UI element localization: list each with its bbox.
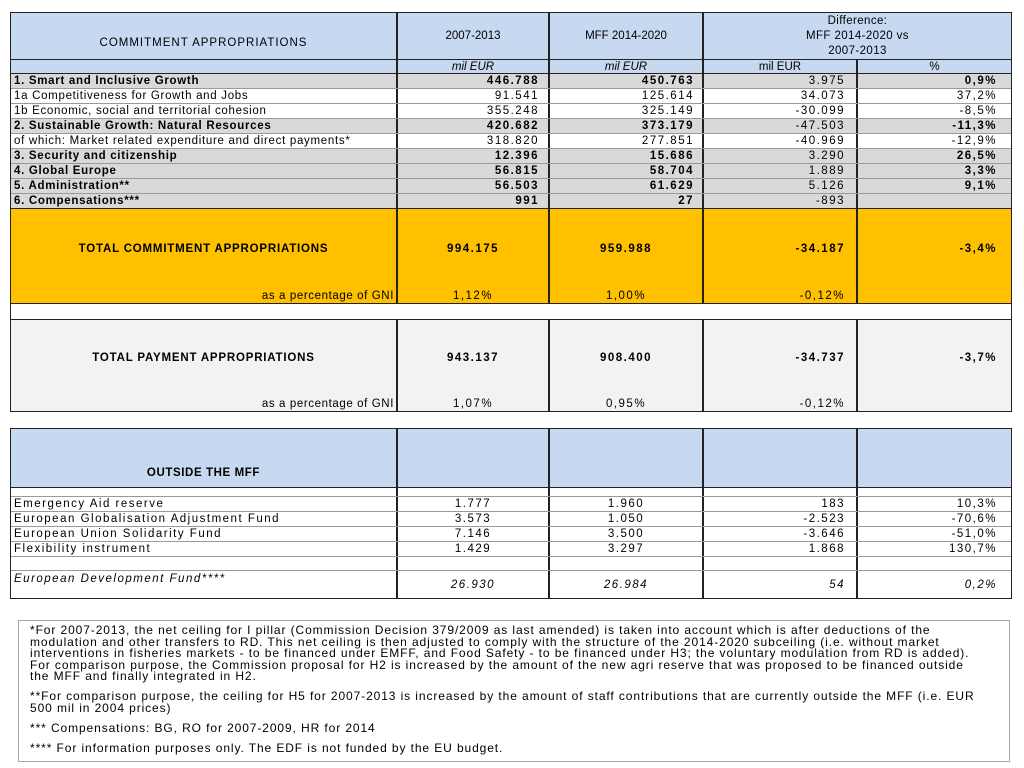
value-difference: 183 bbox=[704, 497, 858, 511]
value-2007-2013: 446.788 bbox=[398, 74, 550, 88]
outside-header-row bbox=[11, 429, 1011, 488]
gni-value-2007-2013: 1,07% bbox=[398, 396, 550, 411]
value-difference: 3.290 bbox=[704, 149, 858, 163]
table-row bbox=[11, 497, 1011, 512]
total-commitment-gni-row bbox=[11, 288, 1011, 303]
payment-value-difference: -34.737 bbox=[704, 320, 858, 396]
value-mff-2014-2020: 15.686 bbox=[550, 149, 704, 163]
units-row bbox=[11, 60, 1011, 74]
table-row bbox=[11, 89, 1011, 104]
table-row bbox=[11, 194, 1011, 209]
table-row bbox=[11, 149, 1011, 164]
footnotes-box bbox=[18, 620, 1010, 762]
edf-value-mff-2014-2020: 26.984 bbox=[550, 571, 704, 598]
value-difference: 3.975 bbox=[704, 74, 858, 88]
column-header-2007-2013: 2007-2013 bbox=[398, 13, 550, 59]
value-difference: -893 bbox=[704, 194, 858, 208]
row-label: 2. Sustainable Growth: Natural Resources bbox=[11, 119, 398, 133]
value-percent bbox=[858, 194, 1011, 208]
gni-value-mff-2014-2020: 0,95% bbox=[550, 396, 704, 411]
row-label: 1. Smart and Inclusive Growth bbox=[11, 74, 398, 88]
table-row bbox=[11, 542, 1011, 557]
value-percent: -70,6% bbox=[951, 513, 997, 525]
value-difference: -30.099 bbox=[704, 104, 858, 118]
gni-value-difference: -0,12% bbox=[704, 396, 858, 411]
edf-value-difference: 54 bbox=[704, 571, 858, 598]
value-2007-2013: 420.682 bbox=[398, 119, 550, 133]
header-cell-empty bbox=[398, 429, 550, 487]
value-difference: 1.868 bbox=[704, 542, 858, 556]
edf-value-2007-2013: 26.930 bbox=[398, 571, 550, 598]
value-2007-2013: 355.248 bbox=[398, 104, 550, 118]
empty-cell bbox=[398, 488, 550, 496]
empty-cell bbox=[704, 488, 858, 496]
row-label: Emergency Aid reserve bbox=[11, 497, 398, 511]
value-percent: 26,5% bbox=[956, 150, 997, 162]
empty-cell bbox=[704, 557, 858, 570]
edf-row bbox=[11, 571, 1011, 598]
unit-2007-2013: mil EUR bbox=[398, 60, 550, 73]
table-spacer bbox=[10, 304, 1012, 319]
value-mff-2014-2020: 3.500 bbox=[550, 527, 704, 541]
column-header-mff-2014-2020: MFF 2014-2020 bbox=[550, 13, 704, 59]
value-mff-2014-2020: 450.763 bbox=[550, 74, 704, 88]
header-cell-empty bbox=[858, 429, 1011, 487]
value-mff-2014-2020: 125.614 bbox=[550, 89, 704, 103]
value-mff-2014-2020: 1.960 bbox=[550, 497, 704, 511]
unit-difference: mil EUR bbox=[704, 60, 858, 73]
payment-appropriations-table bbox=[10, 319, 1012, 412]
value-2007-2013: 91.541 bbox=[398, 89, 550, 103]
value-percent: -51,0% bbox=[951, 528, 997, 540]
edf-label: European Development Fund**** bbox=[11, 571, 398, 598]
value-2007-2013: 7.146 bbox=[398, 527, 550, 541]
total-payment-label: TOTAL PAYMENT APPROPRIATIONS bbox=[11, 320, 398, 396]
row-label: 1a Competitiveness for Growth and Jobs bbox=[11, 89, 398, 103]
table-row bbox=[11, 134, 1011, 149]
row-label: 4. Global Europe bbox=[11, 164, 398, 178]
row-label: Flexibility instrument bbox=[11, 542, 398, 556]
value-2007-2013: 1.429 bbox=[398, 542, 550, 556]
units-spacer bbox=[11, 60, 398, 73]
total-commitment-label: TOTAL COMMITMENT APPROPRIATIONS bbox=[11, 209, 398, 288]
value-2007-2013: 12.396 bbox=[398, 149, 550, 163]
table-row bbox=[11, 74, 1011, 89]
value-percent: -11,3% bbox=[952, 120, 997, 132]
empty-row bbox=[11, 557, 1011, 571]
difference-line-3: 2007-2013 bbox=[828, 44, 887, 57]
value-mff-2014-2020: 1.050 bbox=[550, 512, 704, 526]
gni-value-2007-2013: 1,12% bbox=[398, 288, 550, 303]
value-percent: 10,3% bbox=[956, 498, 997, 510]
gni-label: as a percentage of GNI bbox=[11, 396, 398, 411]
value-difference: -2.523 bbox=[704, 512, 858, 526]
header-cell-empty bbox=[704, 429, 858, 487]
outside-mff-title: OUTSIDE THE MFF bbox=[11, 429, 398, 487]
total-commitment-row bbox=[11, 209, 1011, 288]
value-2007-2013: 3.573 bbox=[398, 512, 550, 526]
value-difference: -40.969 bbox=[704, 134, 858, 148]
edf-value-percent: 0,2% bbox=[964, 578, 997, 591]
commitment-title: COMMITMENT APPROPRIATIONS bbox=[11, 13, 398, 59]
value-percent: 130,7% bbox=[948, 543, 997, 555]
payment-value-mff-2014-2020: 908.400 bbox=[550, 320, 704, 396]
gni-label: as a percentage of GNI bbox=[11, 288, 398, 303]
column-header-difference bbox=[704, 13, 1011, 59]
empty-cell bbox=[550, 488, 704, 496]
value-2007-2013: 1.777 bbox=[398, 497, 550, 511]
value-difference: 1.889 bbox=[704, 164, 858, 178]
footnote-3: *** Compensations: BG, RO for 2007-2009, HR for 2014 bbox=[30, 720, 376, 735]
difference-line-1: Difference: bbox=[827, 14, 888, 27]
gni-percent-empty bbox=[858, 396, 1011, 411]
value-difference: -3.646 bbox=[704, 527, 858, 541]
payment-value-percent: -3,7% bbox=[959, 352, 997, 364]
value-difference: 5.126 bbox=[704, 179, 858, 193]
value-2007-2013: 56.815 bbox=[398, 164, 550, 178]
value-percent: -8,5% bbox=[959, 105, 997, 117]
row-label: of which: Market related expenditure and direct payments* bbox=[11, 134, 398, 148]
table-row bbox=[11, 527, 1011, 542]
difference-line-2: MFF 2014-2020 vs bbox=[806, 29, 909, 42]
empty-cell bbox=[11, 488, 398, 496]
value-difference: 34.073 bbox=[704, 89, 858, 103]
row-label: 5. Administration** bbox=[11, 179, 398, 193]
outside-mff-table bbox=[10, 428, 1012, 599]
value-percent: 37,2% bbox=[956, 90, 997, 102]
empty-cell bbox=[398, 557, 550, 570]
value-mff-2014-2020: 27 bbox=[550, 194, 704, 208]
value-percent: 9,1% bbox=[964, 180, 997, 192]
table-row bbox=[11, 512, 1011, 527]
empty-cell bbox=[11, 557, 398, 570]
value-mff-2014-2020: 325.149 bbox=[550, 104, 704, 118]
row-label: European Union Solidarity Fund bbox=[11, 527, 398, 541]
empty-cell bbox=[550, 557, 704, 570]
total-value-2007-2013: 994.175 bbox=[398, 209, 550, 288]
header-row bbox=[11, 13, 1011, 60]
value-2007-2013: 318.820 bbox=[398, 134, 550, 148]
header-cell-empty bbox=[550, 429, 704, 487]
unit-percent: % bbox=[929, 60, 940, 73]
total-payment-row bbox=[11, 320, 1011, 396]
gni-value-difference: -0,12% bbox=[704, 288, 858, 303]
total-value-percent: -3,4% bbox=[959, 242, 997, 255]
footnote-4: **** For information purposes only. The EDF is not funded by the EU budget. bbox=[30, 740, 504, 755]
empty-cell bbox=[858, 488, 1011, 496]
total-value-mff-2014-2020: 959.988 bbox=[550, 209, 704, 288]
unit-mff-2014-2020: mil EUR bbox=[550, 60, 704, 73]
commitment-appropriations-table bbox=[10, 12, 1012, 304]
row-label: 6. Compensations*** bbox=[11, 194, 398, 208]
payment-value-2007-2013: 943.137 bbox=[398, 320, 550, 396]
total-value-difference: -34.187 bbox=[704, 209, 858, 288]
value-percent: -12,9% bbox=[951, 135, 997, 147]
value-mff-2014-2020: 373.179 bbox=[550, 119, 704, 133]
table-row bbox=[11, 119, 1011, 134]
table-row bbox=[11, 164, 1011, 179]
row-label: 3. Security and citizenship bbox=[11, 149, 398, 163]
row-label: European Globalisation Adjustment Fund bbox=[11, 512, 398, 526]
value-2007-2013: 56.503 bbox=[398, 179, 550, 193]
value-difference: -47.503 bbox=[704, 119, 858, 133]
empty-row bbox=[11, 488, 1011, 497]
value-mff-2014-2020: 277.851 bbox=[550, 134, 704, 148]
value-2007-2013: 991 bbox=[398, 194, 550, 208]
footnote-1: *For 2007-2013, the net ceiling for I pillar (Commission Decision 379/2009 as last amended) is taken into account which is after deductions of the modulation and other transfers to RD. This net ceiling is then adjusted to comply with the structure of the 2014-2020 subceiling (i.e. without market interventions in fisheries markets - to be financed under EMFF, and Food Safety - to be financed under H3; the voluntary modulation from RD is added). For comparison purpose, the Commission proposal for H2 is increased by the amount of the new agri reserve that was proposed to be financed outside the MFF and finally integrated in H2. bbox=[30, 623, 970, 683]
value-percent: 3,3% bbox=[964, 165, 997, 177]
table-row bbox=[11, 179, 1011, 194]
empty-cell bbox=[858, 557, 1011, 570]
footnote-2: **For comparison purpose, the ceiling for H5 for 2007-2013 is increased by the amount of staff contributions that are currently outside the MFF (i.e. EUR 500 mil in 2004 prices) bbox=[30, 689, 975, 715]
row-label: 1b Economic, social and territorial cohesion bbox=[11, 104, 398, 118]
gni-value-mff-2014-2020: 1,00% bbox=[550, 288, 704, 303]
gni-percent-empty bbox=[858, 288, 1011, 303]
value-percent: 0,9% bbox=[964, 75, 997, 87]
value-mff-2014-2020: 61.629 bbox=[550, 179, 704, 193]
value-mff-2014-2020: 3.297 bbox=[550, 542, 704, 556]
total-payment-gni-row bbox=[11, 396, 1011, 411]
value-mff-2014-2020: 58.704 bbox=[550, 164, 704, 178]
table-row bbox=[11, 104, 1011, 119]
